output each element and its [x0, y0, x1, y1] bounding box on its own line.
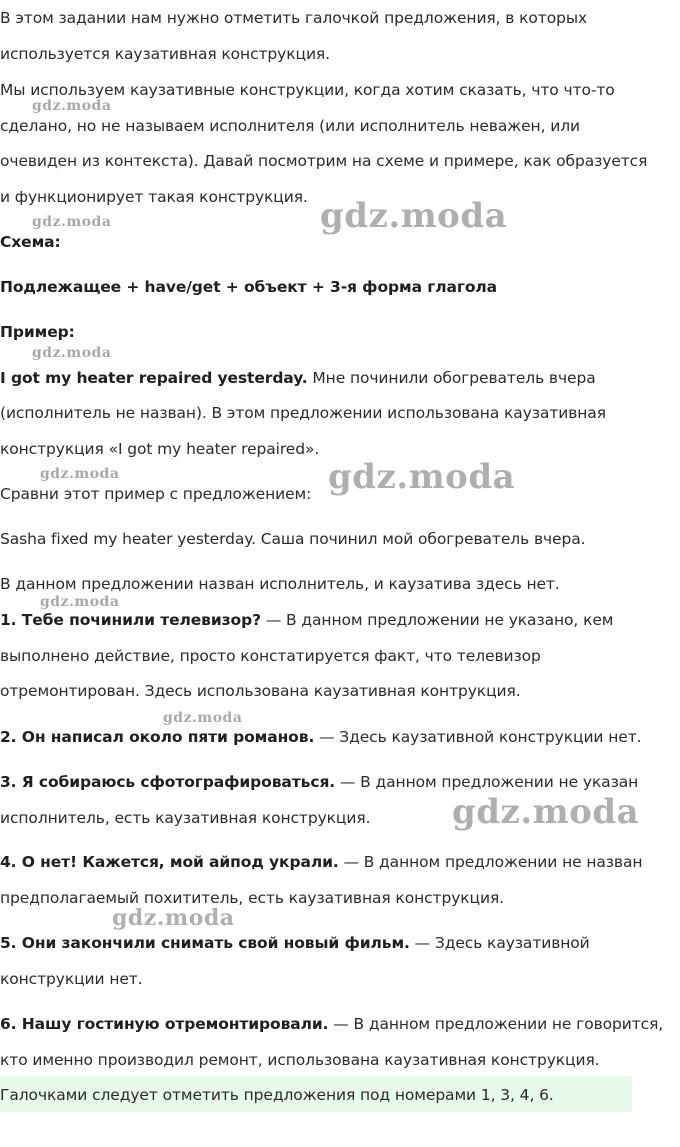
example-sentence: I got my heater repaired yesterday. [0, 369, 308, 387]
compare-label: Сравни этот пример с предложением: [0, 485, 312, 503]
item-1-line-1 [0, 610, 613, 630]
item-6-comment: — В данном предложении не говорится, [328, 1015, 664, 1033]
item-1-sentence: 1. Тебе починили телевизор? [0, 611, 261, 629]
watermark: gdz.moda [40, 466, 120, 482]
item-6-line-1 [0, 1014, 663, 1034]
compare-sentence: Sasha fixed my heater yesterday. Саша починил мой обогреватель вчера. [0, 530, 586, 548]
item-5-comment: — Здесь каузативной [409, 934, 590, 952]
intro-line-2: используется каузативная конструкция. [0, 45, 330, 63]
item-3-line-1 [0, 772, 638, 792]
scheme-formula: Подлежащее + have/get + объект + 3-я форма глагола [0, 278, 497, 296]
intro-line-1: В этом задании нам нужно отметить галочкой предложения, в которых [0, 9, 588, 27]
item-6-sentence: 6. Нашу гостиную отремонтировали. [0, 1015, 329, 1033]
item-4-line-2: предполагаемый похититель, есть каузативная конструкция. [0, 889, 505, 907]
example-line-1 [0, 368, 596, 388]
watermark-large: gdz.moda [328, 457, 516, 497]
explanation-line-2: сделано, но не называем исполнителя (или исполнитель неважен, или [0, 117, 580, 135]
item-4-sentence: 4. О нет! Кажется, мой айпод украли. [0, 853, 339, 871]
item-5-line-2: конструкции нет. [0, 970, 143, 988]
watermark-large: gdz.moda [452, 792, 640, 832]
item-2-comment: — Здесь каузативной конструкции нет. [314, 728, 642, 746]
item-1-line-2: выполнено действие, просто констатируется факт, что телевизор [0, 647, 541, 665]
item-1-line-3: отремонтирован. Здесь использована каузативная контрукция. [0, 682, 521, 700]
example-line-3: конструкция «I got my heater repaired». [0, 440, 320, 458]
watermark-medium: gdz.moda [112, 905, 235, 931]
explanation-line-3: очевиден из контекста). Давай посмотрим на схеме и примере, как образуется [0, 152, 648, 170]
explanation-line-4: и функционирует такая конструкция. [0, 188, 308, 206]
example-translation: Мне починили обогреватель вчера [307, 369, 596, 387]
watermark: gdz.moda [40, 594, 120, 610]
compare-note: В данном предложении назван исполнитель, и каузатива здесь нет. [0, 575, 560, 593]
watermark: gdz.moda [32, 345, 112, 361]
item-5-sentence: 5. Они закончили снимать свой новый фильм. [0, 934, 410, 952]
answer-text: Галочками следует отметить предложения под номерами 1, 3, 4, 6. [0, 1086, 554, 1104]
watermark: gdz.moda [163, 710, 243, 726]
watermark: gdz.moda [32, 214, 112, 230]
item-4-comment: — В данном предложении не назван [338, 853, 643, 871]
item-1-comment: — В данном предложении не указано, кем [261, 611, 614, 629]
explanation-line-1: Мы используем каузативные конструкции, когда хотим сказать, что что-то [0, 81, 615, 99]
item-3-line-2: исполнитель, есть каузативная конструкция. [0, 809, 371, 827]
item-2-line-1 [0, 727, 641, 747]
item-6-line-2: кто именно производил ремонт, использована каузативная конструкция. [0, 1051, 600, 1069]
scheme-label: Схема: [0, 233, 61, 251]
item-3-sentence: 3. Я собираюсь сфотографироваться. [0, 773, 336, 791]
item-4-line-1 [0, 852, 642, 872]
item-3-comment: — В данном предложении не указан [335, 773, 639, 791]
item-2-sentence: 2. Он написал около пяти романов. [0, 728, 315, 746]
item-5-line-1 [0, 933, 590, 953]
watermark-large: gdz.moda [320, 196, 508, 236]
example-line-2: (исполнитель не назван). В этом предложении использована каузативная [0, 404, 606, 422]
example-label: Пример: [0, 323, 75, 341]
watermark: gdz.moda [32, 98, 112, 114]
